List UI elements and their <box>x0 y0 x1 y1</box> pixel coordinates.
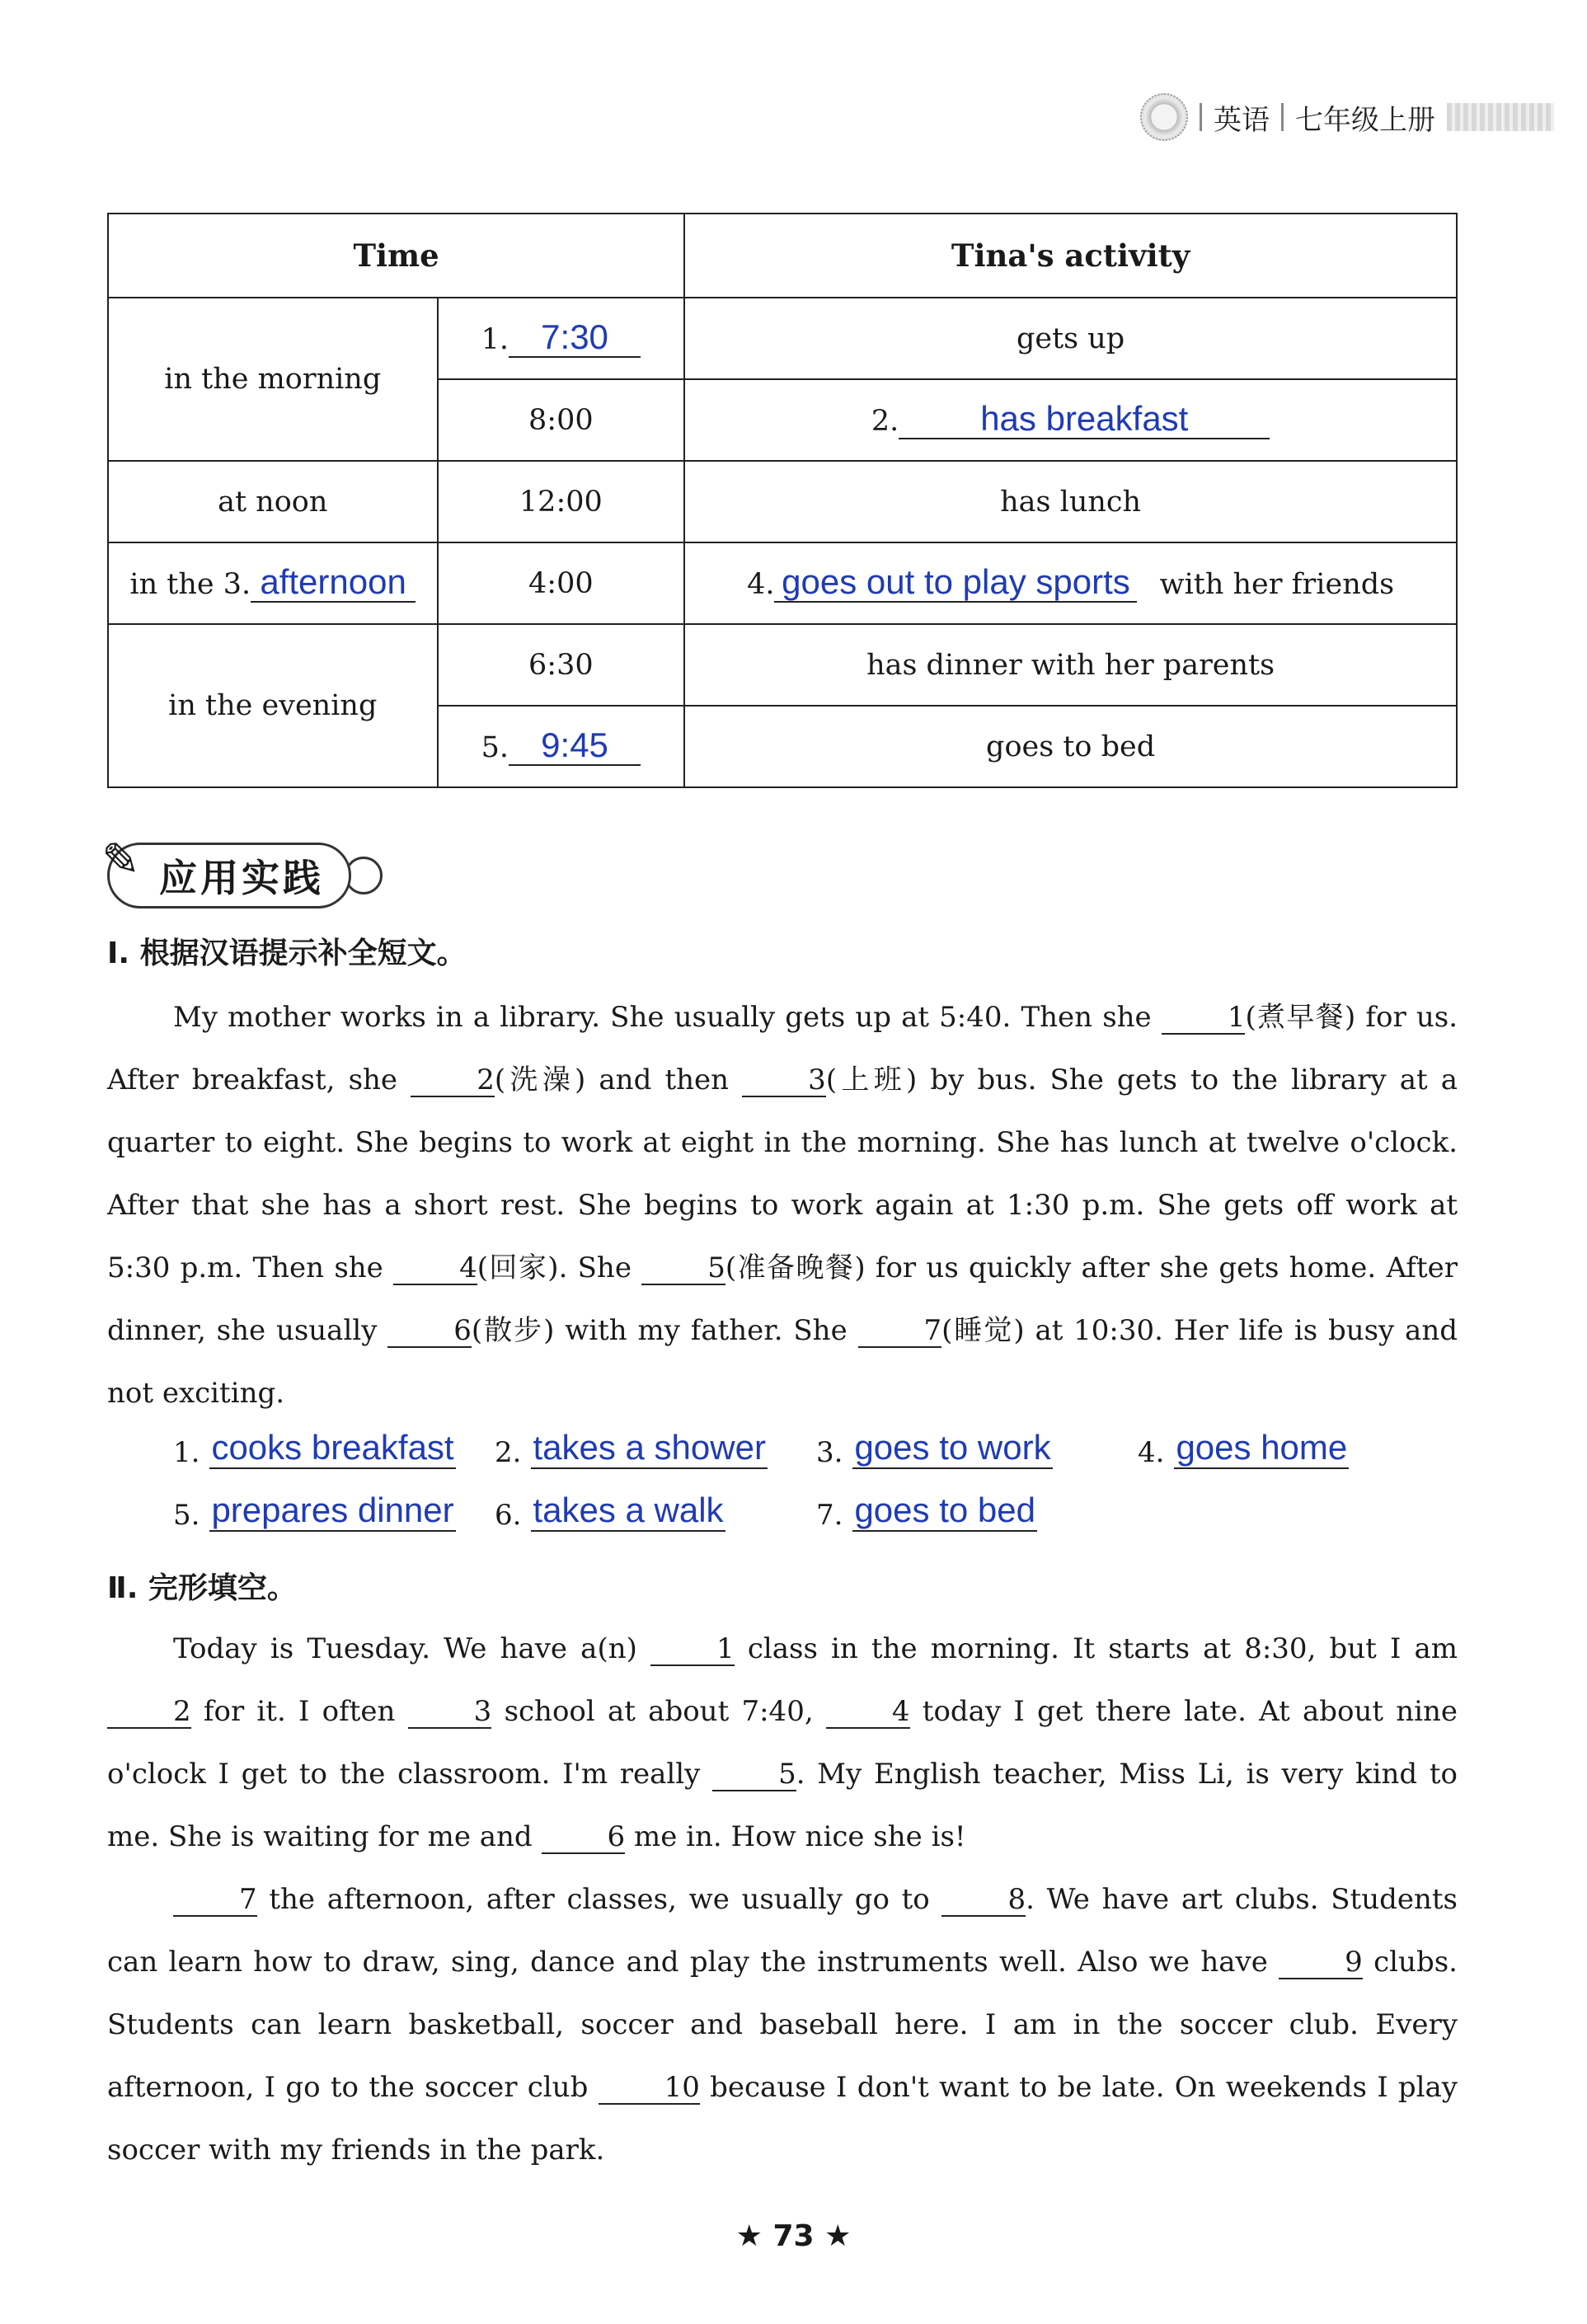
activity-cell <box>684 379 1457 461</box>
section-title <box>101 833 351 908</box>
handwritten-answer: goes to bed <box>852 1491 1037 1532</box>
page-number: ★ 73 ★ <box>735 2219 852 2253</box>
hint: (洗澡) <box>494 1063 586 1096</box>
section-title-text: 应用实践 <box>159 856 324 900</box>
answer-blank <box>899 398 1270 439</box>
time-cell: 12:00 <box>438 461 685 542</box>
header-divider <box>1200 103 1202 131</box>
blank-number: 2. <box>871 404 899 438</box>
activity-suffix: with her friends <box>1159 567 1395 601</box>
hint: (上班) <box>825 1063 918 1096</box>
handwritten-answer: goes out to play sports <box>782 561 1130 601</box>
answer-item: 6. takes a walk <box>495 1491 724 1532</box>
activity-cell: has dinner with her parents <box>684 624 1457 706</box>
table-row <box>108 461 1457 542</box>
answer-blank <box>251 561 416 603</box>
blank-6: 6 <box>387 1316 472 1348</box>
blank-number: 1. <box>481 322 509 356</box>
handwritten-answer: prepares dinner <box>209 1491 455 1532</box>
answer-item: 5. prepares dinner <box>173 1491 454 1532</box>
schedule-table <box>107 213 1458 788</box>
time-cell: 4:00 <box>438 542 685 624</box>
handwritten-answer: takes a walk <box>531 1491 725 1532</box>
blank-4: 4 <box>393 1253 477 1285</box>
handwritten-answer: cooks breakfast <box>209 1428 455 1469</box>
time-cell: 8:00 <box>438 379 685 461</box>
header-grade: 七年级上册 <box>1295 103 1435 137</box>
activity-cell: has lunch <box>684 461 1457 542</box>
hint: (睡觉) <box>941 1314 1025 1347</box>
header-activity: Tina's activity <box>684 214 1457 298</box>
blank-number: in the 3. <box>129 567 251 601</box>
table-header-row <box>108 214 1457 298</box>
part1-heading: Ⅰ. 根据汉语提示补全短文。 <box>107 937 467 970</box>
blank-3: 3 <box>408 1697 492 1729</box>
blank-2: 2 <box>107 1697 191 1729</box>
activity-cell: gets up <box>684 298 1457 379</box>
answer-item: 4. goes home <box>1138 1428 1348 1469</box>
handwritten-answer: has breakfast <box>980 398 1189 438</box>
period-cell: in the morning <box>108 298 438 461</box>
page-header <box>1140 92 1554 142</box>
blank-6: 6 <box>542 1822 626 1854</box>
table-row <box>108 624 1457 706</box>
period-cell: in the evening <box>108 624 438 787</box>
answer-blank <box>509 317 641 358</box>
time-cell: 6:30 <box>438 624 685 706</box>
blank-2: 2 <box>411 1065 495 1097</box>
blank-10: 10 <box>599 2073 700 2105</box>
activity-cell: goes to bed <box>684 706 1457 787</box>
section-banner <box>101 833 383 908</box>
header-stripe <box>1447 103 1554 131</box>
blank-number: 4. <box>747 567 775 601</box>
page-number-text: 73 <box>772 2219 815 2253</box>
header-time: Time <box>108 214 684 298</box>
blank-number: 5. <box>481 730 509 764</box>
handwritten-answer: 7:30 <box>541 317 608 356</box>
time-cell <box>438 298 685 379</box>
answer-item: 7. goes to bed <box>816 1491 1035 1532</box>
period-cell: at noon <box>108 461 438 542</box>
answer-item: 3. goes to work <box>816 1428 1051 1469</box>
hint: (准备晚餐) <box>725 1251 866 1284</box>
handwritten-answer: afternoon <box>260 561 406 601</box>
blank-8: 8 <box>941 1885 1026 1917</box>
handwritten-answer: takes a shower <box>531 1428 767 1469</box>
blank-1: 1 <box>1162 1002 1246 1035</box>
hint: (煮早餐) <box>1245 1001 1356 1034</box>
pencil-icon: ✎ <box>101 833 143 887</box>
answer-item: 1. cooks breakfast <box>173 1428 454 1469</box>
hint: (回家). <box>477 1251 568 1284</box>
table-row <box>108 298 1457 379</box>
answer-row <box>173 1469 1349 1532</box>
blank-7: 7 <box>858 1316 942 1348</box>
blank-3: 3 <box>742 1065 826 1097</box>
answer-item: 2. takes a shower <box>495 1428 766 1469</box>
blank-5: 5 <box>641 1253 725 1285</box>
part2-passage: Today is Tuesday. We have a(n) 1 class in the morning. It starts at 8:30, but I am 2 for it. I often 3 school at about 7:40, 4 today I get there late. At about nine o'clock I get to the classroom. I'm really 5. My English teacher, Miss Li, is very kind to me. She is waiting for me and 6 me in. How nice she is! 7 the afternoon, after classes, we usually go to 8. We have art clubs. Students can learn how to draw, sing, dance and play the instruments well. Also we have 9 clubs. Students can learn basketball, soccer and baseball here. I am in the soccer club. Every afternoon, I go to the soccer club 10 because I don't want to be late. On weekends I play soccer with my friends in the park. <box>107 1632 1458 2167</box>
blank-7: 7 <box>173 1885 257 1917</box>
handwritten-answer: goes to work <box>852 1428 1052 1469</box>
part2-heading: Ⅱ. 完形填空。 <box>107 1571 297 1605</box>
part1-passage: My mother works in a library. She usually gets up at 5:40. Then she 1(煮早餐) for us. After breakfast, she 2(洗澡) and then 3(上班) by bus. She gets to the library at a quarter to eight. She begins to work at eight in the morning. She has lunch at twelve o'clock. After that she has a short rest. She begins to work again at 1:30 p.m. She gets off work at 5:30 p.m. Then she 4(回家). She 5(准备晚餐) for us quickly after she gets home. After dinner, she usually 6(散步) with my father. She 7(睡觉) at 10:30. Her life is busy and not exciting. <box>107 1001 1458 1410</box>
blank-9: 9 <box>1279 1947 1363 1979</box>
answer-blank <box>509 725 641 766</box>
period-cell <box>108 542 438 624</box>
hint: (散步) <box>471 1314 555 1347</box>
handwritten-answer: goes home <box>1174 1428 1349 1469</box>
blank-5: 5 <box>712 1759 796 1791</box>
header-divider <box>1281 103 1284 131</box>
answer-row <box>173 1406 1349 1469</box>
sun-logo-icon <box>1140 93 1188 141</box>
activity-cell <box>684 542 1457 624</box>
blank-4: 4 <box>826 1697 910 1729</box>
part1-answers <box>173 1406 1349 1532</box>
answer-blank <box>774 561 1137 603</box>
blank-1: 1 <box>650 1634 735 1666</box>
handwritten-answer: 9:45 <box>541 725 608 764</box>
header-subject: 英语 <box>1214 103 1270 137</box>
table-row <box>108 542 1457 624</box>
time-cell <box>438 706 685 787</box>
